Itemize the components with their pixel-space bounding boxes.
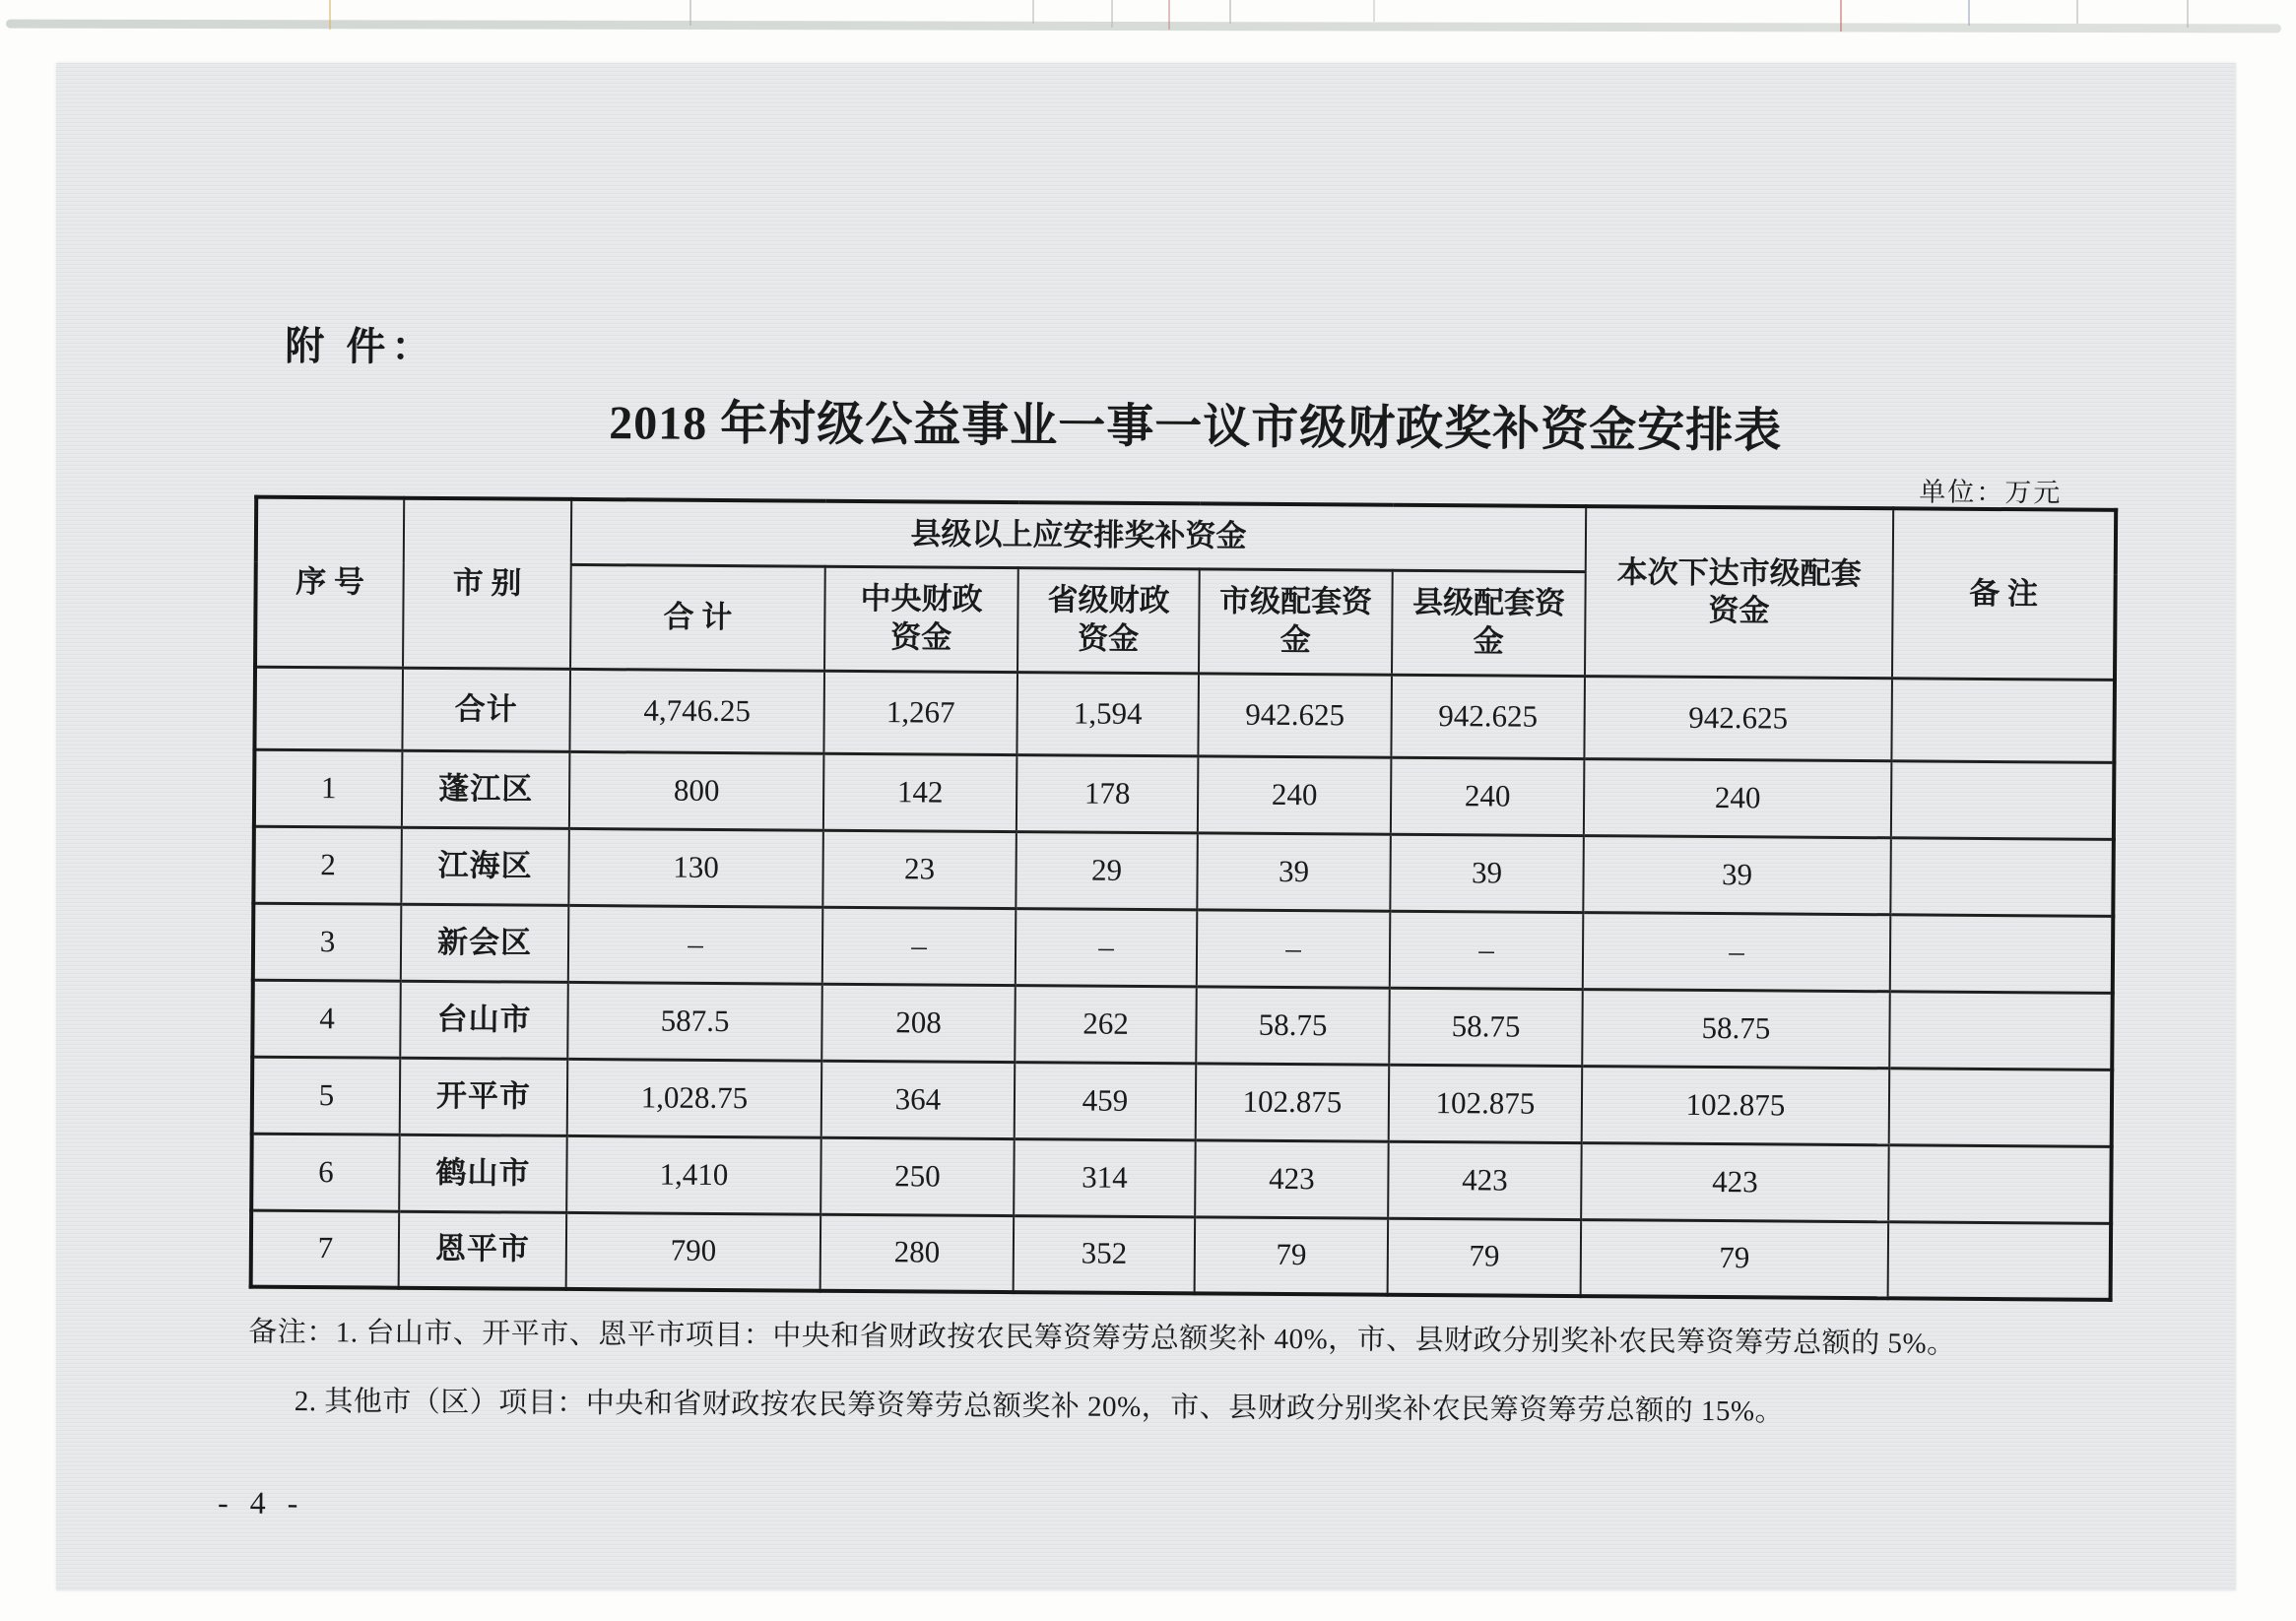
- cell-central: 208: [821, 984, 1016, 1062]
- cell-this-issue: 39: [1583, 835, 1891, 914]
- cell-central: 280: [820, 1214, 1015, 1292]
- cell-this-issue: 102.875: [1582, 1066, 1890, 1144]
- cell-this-issue: 942.625: [1584, 676, 1892, 760]
- cell-county-matching: 58.75: [1389, 988, 1583, 1066]
- cell-city: 合计: [402, 668, 570, 751]
- table-row: [253, 903, 2113, 993]
- page-content: [50, 55, 2241, 1597]
- cell-remark: [1889, 1068, 2113, 1146]
- scan-streak-artifact: [6, 20, 2281, 33]
- page-title: 2018 年村级公益事业一事一议市级财政奖补资金安排表: [609, 397, 1783, 458]
- cell-total: 130: [568, 828, 823, 907]
- cell-central: 23: [822, 830, 1017, 908]
- scan-line-artifact: [1373, 0, 1375, 22]
- cell-central: –: [822, 907, 1017, 985]
- cell-total: 790: [566, 1212, 821, 1291]
- cell-provincial: 314: [1014, 1138, 1196, 1216]
- cell-provincial: 29: [1016, 831, 1198, 909]
- cell-central: 364: [821, 1061, 1016, 1138]
- header-row-group: [256, 497, 2116, 575]
- cell-total: 587.5: [567, 982, 822, 1061]
- cell-city: 鹤山市: [399, 1135, 567, 1212]
- cell-county-matching: –: [1390, 911, 1584, 989]
- cell-county-matching: 102.875: [1389, 1065, 1583, 1142]
- cell-seq: 1: [254, 749, 403, 827]
- cell-this-issue: 79: [1581, 1219, 1889, 1298]
- col-header-remark: 备 注: [1892, 508, 2116, 680]
- cell-total: –: [568, 905, 823, 984]
- cell-city-matching: 240: [1198, 755, 1392, 833]
- cell-city-matching: –: [1197, 909, 1391, 987]
- cell-remark: [1888, 1144, 2112, 1223]
- cell-remark: [1888, 1221, 2112, 1300]
- cell-city: 恩平市: [399, 1211, 567, 1289]
- cell-total: 800: [569, 751, 824, 830]
- scan-line-artifact: [2076, 0, 2078, 24]
- cell-seq: 2: [253, 826, 402, 904]
- cell-central: 250: [820, 1137, 1015, 1215]
- cell-city: 江海区: [401, 827, 569, 905]
- col-header-city-matching: 市级配套资 金: [1199, 568, 1393, 674]
- col-header-seq: 序 号: [255, 497, 404, 668]
- unit-label: 单位：万元: [1919, 477, 2063, 508]
- document-page: [56, 63, 2236, 1590]
- col-header-central: 中央财政 资金: [824, 566, 1018, 672]
- cell-this-issue: 423: [1581, 1142, 1889, 1221]
- cell-city: 台山市: [400, 981, 568, 1059]
- scan-line-artifact: [1111, 0, 1113, 28]
- cell-city-matching: 102.875: [1196, 1063, 1390, 1140]
- scan-line-artifact: [1968, 0, 1970, 26]
- col-header-city: 市 别: [403, 498, 571, 669]
- cell-this-issue: 58.75: [1582, 989, 1890, 1068]
- cell-county-matching: 39: [1390, 834, 1584, 912]
- cell-this-issue: 240: [1584, 758, 1892, 837]
- page-number: - 4 -: [217, 1484, 305, 1522]
- cell-city-matching: 79: [1195, 1216, 1389, 1294]
- table-row: [252, 1057, 2112, 1146]
- cell-county-matching: 423: [1388, 1141, 1582, 1219]
- scan-line-artifact: [689, 0, 691, 26]
- cell-total: 4,746.25: [569, 669, 824, 753]
- cell-seq: 7: [251, 1210, 400, 1288]
- table-row: [254, 749, 2114, 839]
- cell-this-issue: –: [1583, 912, 1891, 991]
- scan-line-artifact: [329, 0, 331, 30]
- cell-seq: 4: [252, 980, 401, 1058]
- funding-table: [249, 495, 2119, 1302]
- col-header-provincial: 省级财政 资金: [1017, 567, 1200, 673]
- cell-city-matching: 423: [1195, 1139, 1389, 1217]
- scan-line-artifact: [1840, 0, 1842, 32]
- table-row: [251, 1134, 2111, 1223]
- cell-remark: [1890, 837, 2114, 916]
- table-row-total: [254, 667, 2115, 762]
- cell-remark: [1890, 914, 2114, 993]
- cell-total: 1,028.75: [567, 1059, 822, 1137]
- scan-line-artifact: [2187, 0, 2189, 28]
- cell-central: 1,267: [823, 671, 1017, 754]
- table-row: [253, 826, 2113, 916]
- cell-total: 1,410: [566, 1135, 821, 1214]
- table-row: [251, 1210, 2111, 1300]
- cell-city: 蓬江区: [402, 750, 570, 828]
- cell-provincial: –: [1016, 908, 1198, 986]
- cell-remark: [1889, 991, 2113, 1070]
- cell-provincial: 262: [1015, 985, 1197, 1063]
- attachment-label: 附 件：: [285, 323, 437, 369]
- cell-county-matching: 942.625: [1391, 675, 1585, 758]
- col-header-county-matching: 县级配套资 金: [1392, 570, 1586, 676]
- cell-city: 开平市: [400, 1058, 568, 1135]
- cell-remark: [1891, 678, 2115, 762]
- col-header-this-issue: 本次下达市级配套 资金: [1585, 506, 1893, 678]
- cell-county-matching: 79: [1388, 1218, 1582, 1296]
- table-row: [252, 980, 2112, 1070]
- cell-city-matching: 942.625: [1198, 673, 1392, 756]
- scan-line-artifact: [1229, 0, 1231, 24]
- cell-provincial: 1,594: [1017, 672, 1199, 755]
- cell-remark: [1891, 760, 2115, 839]
- cell-seq: 3: [253, 903, 402, 981]
- cell-provincial: 352: [1014, 1215, 1196, 1293]
- cell-seq: [254, 667, 403, 750]
- footnote-1: 备注：1. 台山市、开平市、恩平市项目：中央和省财政按农民筹资筹劳总额奖补 40%，市、县财政分别奖补农民筹资筹劳总额的 5%。: [248, 1316, 1956, 1360]
- cell-seq: 6: [251, 1134, 400, 1211]
- col-header-group: 县级以上应安排奖补资金: [571, 499, 1586, 571]
- cell-city: 新会区: [401, 904, 569, 982]
- col-header-total: 合 计: [570, 564, 825, 671]
- cell-seq: 5: [252, 1057, 401, 1135]
- cell-county-matching: 240: [1391, 757, 1585, 835]
- cell-central: 142: [823, 753, 1017, 831]
- scan-line-artifact: [1168, 0, 1170, 30]
- scan-line-artifact: [1032, 0, 1034, 24]
- cell-provincial: 459: [1015, 1062, 1197, 1139]
- footnote-2: 2. 其他市（区）项目：中央和省财政按农民筹资筹劳总额奖补 20%，市、县财政分别奖补农民筹资筹劳总额的 15%。: [294, 1385, 1785, 1428]
- cell-provincial: 178: [1017, 754, 1199, 832]
- cell-city-matching: 39: [1197, 832, 1391, 910]
- cell-city-matching: 58.75: [1196, 986, 1390, 1064]
